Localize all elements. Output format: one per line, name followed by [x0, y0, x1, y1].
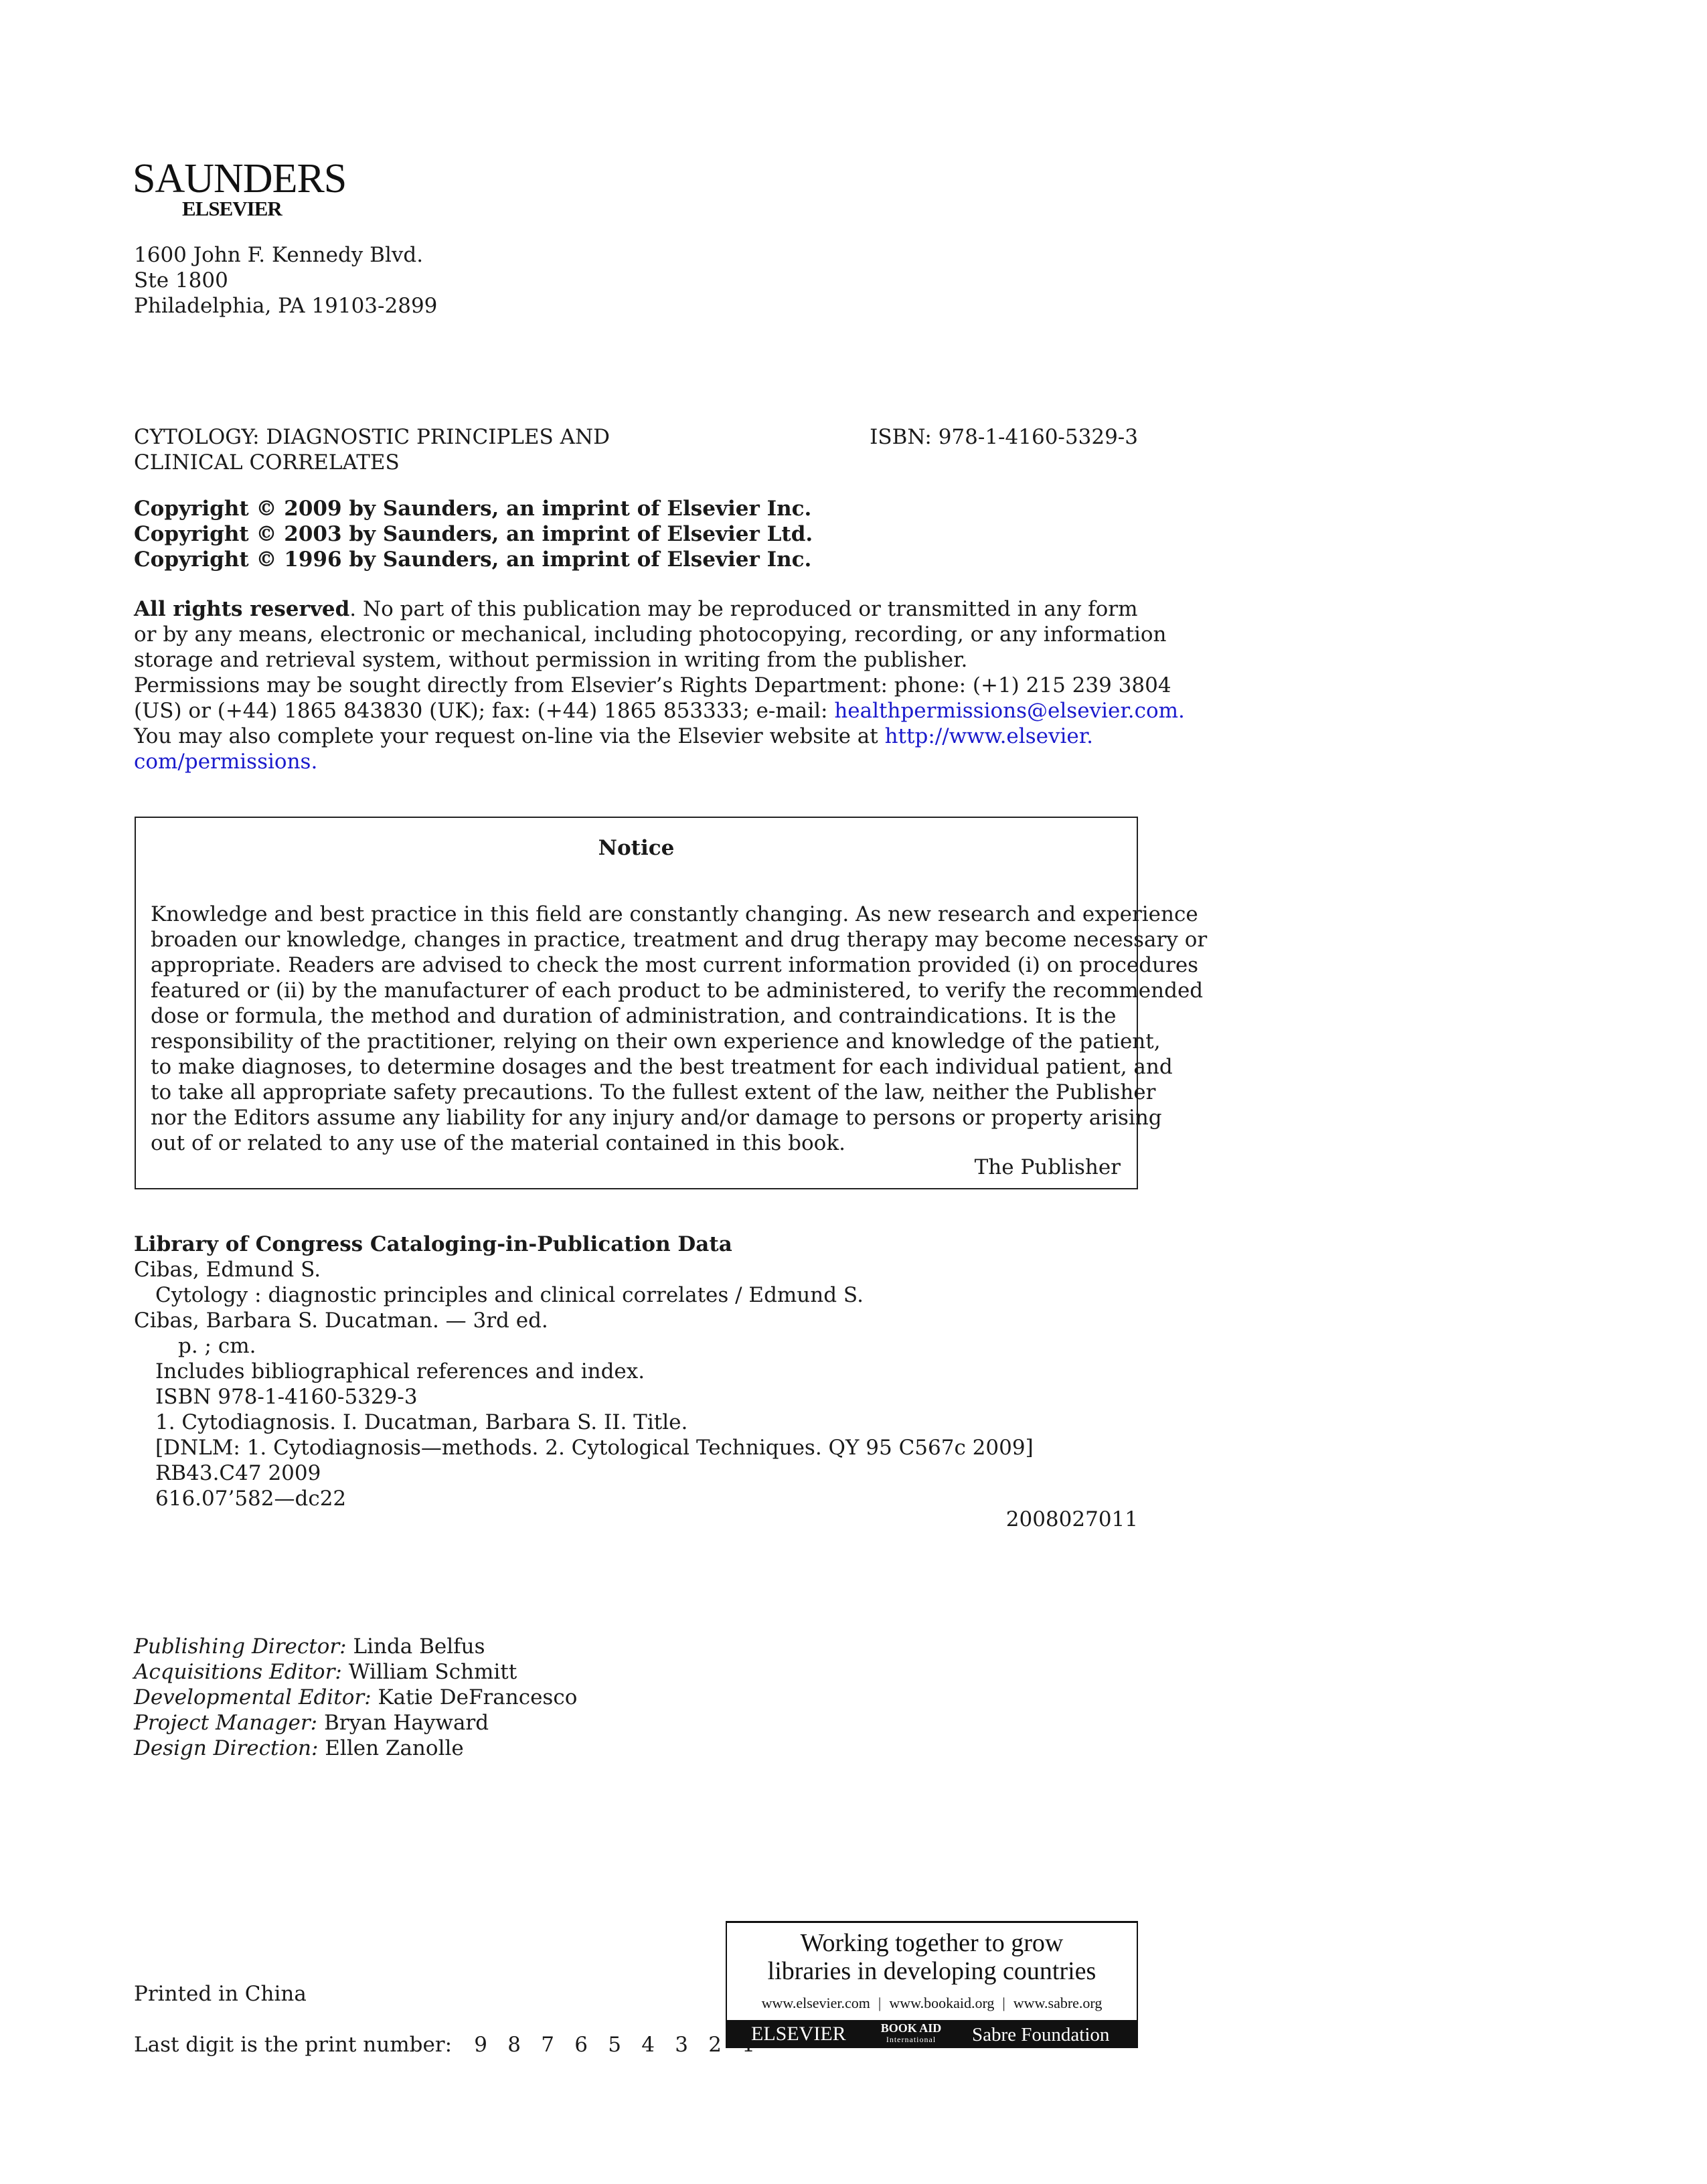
credit-role: Acquisitions Editor: [134, 1660, 342, 1684]
notice-line: broaden our knowledge, changes in practice, treatment and drug therapy may become necessary or [151, 928, 1208, 952]
cataloging-title-line: Cibas, Barbara S. Ducatman. — 3rd ed. [134, 1309, 548, 1333]
address-line: 1600 John F. Kennedy Blvd. [134, 243, 424, 267]
notice-line: responsibility of the practitioner, relying on their own experience and knowledge of the patient, [151, 1029, 1161, 1054]
rights-line [134, 724, 1185, 749]
url-separator: | [1002, 1995, 1005, 2011]
permissions-email-link[interactable]: healthpermissions@elsevier.com. [834, 699, 1185, 723]
cataloging-physical: p. ; cm. [178, 1334, 256, 1358]
credit-role: Project Manager: [134, 1711, 318, 1735]
rights-line: or by any means, electronic or mechanical, including photocopying, recording, or any information [134, 622, 1167, 647]
credit-name: Linda Belfus [346, 1634, 485, 1659]
bookaid-wordmark-main: BOOK AID [880, 2021, 942, 2035]
print-digit: 2 [708, 2033, 722, 2057]
publisher-logo-elsevier: ELSEVIER [182, 197, 282, 220]
bookaid-url[interactable]: www.elsevier.com [761, 1995, 870, 2011]
copyright-line: Copyright © 2003 by Saunders, an imprint of Elsevier Ltd. [134, 522, 813, 546]
credit-line [134, 1659, 577, 1685]
url-separator: | [878, 1995, 882, 2011]
printed-in: Printed in China [134, 1982, 307, 2006]
book-title-line: CLINICAL CORRELATES [134, 450, 400, 475]
notice-line: to take all appropriate safety precautions. To the fullest extent of the law, neither the Publisher [151, 1080, 1156, 1104]
bookaid-slogan-line: Working together to grow [800, 1929, 1064, 1957]
bookaid-partner-bar [726, 2020, 1138, 2048]
credit-name: Katie DeFrancesco [371, 1685, 578, 1709]
permissions-url-link-continued[interactable]: com/permissions. [134, 750, 318, 774]
cataloging-entry: ISBN 978-1-4160-5329-3 [155, 1385, 418, 1409]
notice-line: Knowledge and best practice in this field are constantly changing. As new research and experience [151, 902, 1198, 926]
publisher-address [134, 242, 437, 319]
bookaid-url[interactable]: www.bookaid.org [889, 1995, 995, 2011]
rights-line: Permissions may be sought directly from Elsevier’s Rights Department: phone: (+1) 215 239 3804 [134, 673, 1171, 697]
notice-title: Notice [598, 836, 675, 860]
cataloging-author: Cibas, Edmund S. [134, 1258, 321, 1282]
notice-body [151, 902, 1207, 1156]
credit-name: Ellen Zanolle [318, 1736, 464, 1760]
notice-box [135, 817, 1208, 1189]
print-digit: 3 [675, 2033, 688, 2057]
credit-role: Developmental Editor: [134, 1685, 372, 1709]
notice-line: nor the Editors assume any liability for any injury and/or damage to persons or property arising [151, 1106, 1162, 1130]
cataloging-entry: [DNLM: 1. Cytodiagnosis—methods. 2. Cytological Techniques. QY 95 C567c 2009] [155, 1436, 1034, 1460]
lccn: 2008027011 [1005, 1507, 1138, 1531]
bookaid-url[interactable]: www.sabre.org [1013, 1995, 1103, 2011]
rights-line [134, 698, 1185, 724]
notice-line: appropriate. Readers are advised to check the most current information provided (i) on procedures [151, 953, 1199, 977]
permissions-url-link[interactable]: http://www.elsevier. [884, 724, 1093, 748]
notice-line: featured or (ii) by the manufacturer of each product to be administered, to verify the recommended [151, 979, 1204, 1003]
print-number-label: Last digit is the print number: [134, 2033, 453, 2057]
copyright-line: Copyright © 2009 by Saunders, an imprint of Elsevier Inc. [134, 497, 812, 521]
print-digit: 8 [507, 2033, 521, 2057]
publisher-logo-saunders: SAUNDERS [133, 156, 347, 201]
bookaid-logo-panel [726, 1921, 1138, 2045]
credit-line [134, 1634, 577, 1659]
bookaid-wordmark [874, 2022, 948, 2045]
print-digit: 4 [641, 2033, 655, 2057]
rights-lead: All rights reserved [134, 597, 350, 621]
rights-text: (US) or (+44) 1865 843830 (UK); fax: (+44) 1865 853333; e-mail: [134, 699, 835, 723]
print-digit: 6 [574, 2033, 588, 2057]
print-digit: 5 [608, 2033, 621, 2057]
credit-line [134, 1736, 577, 1761]
isbn: ISBN: 978-1-4160-5329-3 [870, 425, 1138, 449]
rights-line [134, 596, 1185, 622]
credits [134, 1634, 577, 1761]
book-title [134, 424, 610, 475]
rights-line: storage and retrieval system, without permission in writing from the publisher. [134, 648, 968, 672]
rights-line [134, 749, 1185, 774]
book-title-line: CYTOLOGY: DIAGNOSTIC PRINCIPLES AND [134, 425, 611, 449]
credit-name: William Schmitt [341, 1660, 517, 1684]
address-line: Philadelphia, PA 19103-2899 [134, 294, 438, 318]
cataloging-entry: RB43.C47 2009 [155, 1461, 321, 1485]
cataloging-entry: 1. Cytodiagnosis. I. Ducatman, Barbara S. II. Title. [155, 1410, 688, 1434]
rights-text: You may also complete your request on-line via the Elsevier website at [134, 724, 885, 748]
bookaid-urls [726, 1995, 1138, 2012]
credit-line [134, 1685, 577, 1710]
rights-text: . No part of this publication may be reproduced or transmitted in any form [349, 597, 1138, 621]
sabre-wordmark: Sabre Foundation [972, 2024, 1110, 2045]
credit-name: Bryan Hayward [317, 1711, 489, 1735]
bookaid-slogan-line: libraries in developing countries [767, 1957, 1096, 1985]
address-line: Ste 1800 [134, 268, 228, 292]
cataloging-entry: Includes bibliographical references and index. [155, 1359, 645, 1383]
cataloging-title-line: Cytology : diagnostic principles and clinical correlates / Edmund S. [155, 1283, 864, 1307]
rights-statement [134, 596, 1185, 774]
cataloging-heading: Library of Congress Cataloging-in-Publication Data [134, 1232, 732, 1256]
print-number-line [134, 2032, 765, 2057]
notice-line: to make diagnoses, to determine dosages and the best treatment for each individual patient, and [151, 1055, 1173, 1079]
copyright-line: Copyright © 1996 by Saunders, an imprint of Elsevier Inc. [134, 548, 812, 572]
print-digit: 7 [541, 2033, 554, 2057]
credit-role: Publishing Director: [134, 1634, 347, 1659]
credit-line [134, 1710, 577, 1736]
notice-line: out of or related to any use of the material contained in this book. [151, 1131, 845, 1155]
notice-signature: The Publisher [974, 1155, 1121, 1179]
copyright-block [134, 496, 813, 572]
bookaid-wordmark-sub: International [886, 2035, 937, 2044]
print-digit: 9 [474, 2033, 487, 2057]
cataloging-entry: 616.07’582—dc22 [155, 1487, 347, 1511]
notice-line: dose or formula, the method and duration of administration, and contraindications. It is the [151, 1004, 1117, 1028]
elsevier-wordmark: ELSEVIER [751, 2023, 846, 2045]
cataloging-data [134, 1232, 1034, 1511]
credit-role: Design Direction: [134, 1736, 319, 1760]
